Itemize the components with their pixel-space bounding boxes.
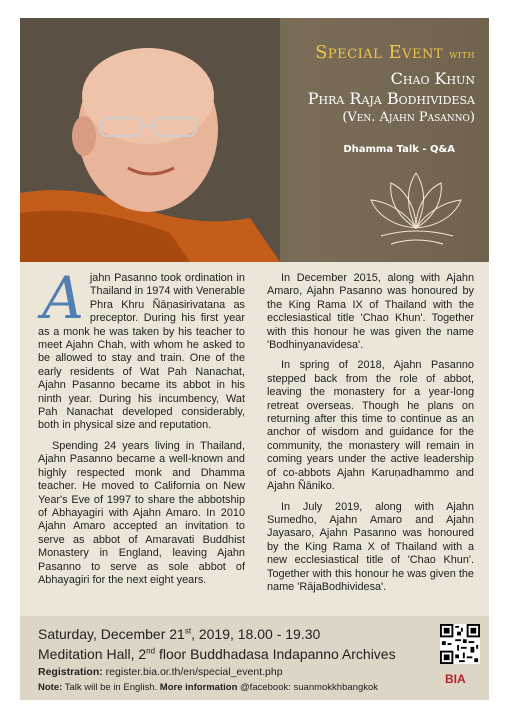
- event-date-time: Saturday, December 21st, 2019, 18.00 - 19.30: [38, 626, 321, 642]
- registration-link[interactable]: register.bia.or.th/en/special_event.php: [102, 666, 283, 678]
- title-chao-khun: Chao Khun: [390, 69, 475, 88]
- paragraph: In July 2019, along with Ajahn Sumedho, Ajahn Amaro and Ajahn Jayasaro, Ajahn Pasanno was honoured by the King Rama X of Thailand with a new ecclesiastical title of 'Chao Khun'. Together with this honour he was given the name 'RājaBodhividesa'.: [267, 500, 474, 593]
- hero-banner: [20, 18, 489, 262]
- bia-logo: BIA: [445, 672, 466, 686]
- talk-type-label: Dhamma Talk - Q&A: [343, 144, 455, 155]
- with-label: with: [449, 47, 475, 61]
- paragraph: In December 2015, along with Ajahn Amaro, Ajahn Pasanno was honoured by the King Rama IX of Thailand with the ecclesiastical title 'Chao Khun'. Together with this honour he was given the name 'Bodhinyanavidesa'.: [267, 272, 474, 352]
- registration-line: Registration: register.bia.or.th/en/special_event.php: [38, 666, 283, 678]
- event-venue: Meditation Hall, 2nd floor Buddhadasa Indapanno Archives: [38, 646, 396, 662]
- event-title: [235, 42, 475, 127]
- event-poster: [20, 18, 489, 700]
- paragraph: Ajahn Pasanno took ordination in Thailand in 1974 with Venerable Phra Khru Ñāṇasirivatana as preceptor. During his first year as a monk he was taken by his teacher to meet Ajahn Chah, with whom he asked to be allowed to stay and train. One of the early residents of Wat Pah Nanachat, Ajahn Pasanno became its abbot in his ninth year. During his incumbency, Wat Pah Nanachat developed considerably, both in physical size and reputation.: [38, 264, 245, 432]
- lotus-icon: [361, 168, 471, 253]
- paragraph: In spring of 2018, Ajahn Pasanno stepped back from the role of abbot, leaving the monastery for a year-long retreat overseas. Though he plans on returning after this time to continue as an anchor of wisdom and guidance for the community, the monastery will remain in coming years under the active leadership of co-abbots Ajahn Karuṇadhammo and Ajahn Ñāniko.: [267, 359, 474, 493]
- drop-cap: A: [42, 264, 84, 332]
- title-full-name: Phra Raja Bodhividesa: [307, 89, 475, 108]
- qr-code-icon[interactable]: [440, 624, 480, 664]
- left-column: [38, 264, 245, 594]
- event-details-footer: [20, 616, 489, 700]
- note-line: Note: Talk will be in English. More information @facebook: suanmokkhbangkok: [38, 682, 379, 693]
- paragraph: Spending 24 years living in Thailand, Ajahn Pasanno became a well-known and highly respected monk and Dhamma teacher. He moved to California on New Year's Eve of 1997 to share the abbotship of Abhayagiri with Ajahn Amaro. In 2010 Ajahn Amaro accepted an invitation to serve as abbot of Amaravati Buddhist Monastery in England, leaving Ajahn Pasanno to serve as sole abbot of Abhayagiri for the next eight years.: [38, 439, 245, 586]
- special-event-label: Special Event: [315, 42, 444, 63]
- right-column: [267, 272, 474, 601]
- title-ven-name: (Ven. Ajahn Pasanno): [342, 110, 475, 125]
